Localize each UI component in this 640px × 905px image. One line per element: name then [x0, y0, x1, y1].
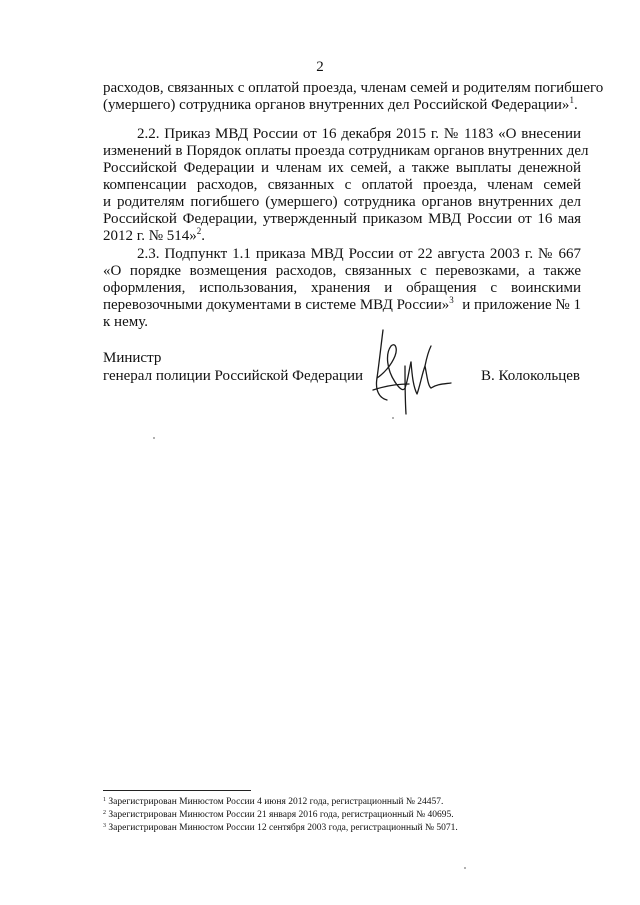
paragraph-1-line-2: (умершего) сотрудника органов внутренних дел Российской Федерации»$^1$.	[103, 95, 578, 113]
paragraph-2-line-7: 2012 г. № 514»$^2$.	[103, 226, 206, 244]
paragraph-2-line-6: Российской Федерации, утвержденный приказом МВД России от 16 мая	[103, 211, 581, 227]
handwritten-signature	[365, 326, 455, 416]
footnote-2: $^2$ Зарегистрирован Минюстом России 21 января 2016 года, регистрационный № 40695.	[103, 810, 454, 820]
signatory-rank: генерал полиции Российской Федерации	[103, 368, 364, 384]
paragraph-1-line-1: расходов, связанных с оплатой проезда, членам семей и родителям погибшего	[103, 80, 604, 96]
page-number: 2	[316, 59, 324, 75]
signatory-name: В. Колокольцев	[481, 368, 580, 384]
signatory-title: Министр	[103, 350, 162, 366]
paragraph-2-line-1: 2.2. Приказ МВД России от 16 декабря 2015 г. № 1183 «О внесении	[137, 126, 581, 142]
scan-speck	[153, 437, 155, 439]
paragraph-3-line-5: к нему.	[103, 314, 148, 330]
footnote-ref-3: 3	[449, 295, 454, 305]
paragraph-3-line-1: 2.3. Подпункт 1.1 приказа МВД России от 22 августа 2003 г. № 667	[137, 246, 581, 262]
scan-speck	[392, 417, 394, 419]
footnote-separator	[103, 790, 251, 791]
paragraph-2-line-5: и родителям погибшего (умершего) сотрудника органов внутренних дел	[103, 194, 581, 210]
footnote-ref-2: 2	[196, 226, 202, 236]
footnote-ref-1: 1	[569, 95, 574, 105]
footnote-3: $^3$ Зарегистрирован Минюстом России 12 сентября 2003 года, регистрационный № 5071.	[103, 823, 458, 833]
paragraph-3-line-3: оформления, использования, хранения и обращения с воинскими	[103, 280, 581, 296]
paragraph-2-line-2: изменений в Порядок оплаты проезда сотрудникам органов внутренних дел	[103, 143, 589, 159]
scan-speck	[464, 867, 466, 869]
paragraph-3-line-2: «О порядке возмещения расходов, связанных с перевозками, а также	[103, 263, 581, 279]
paragraph-2-line-3: Российской Федерации и членам их семей, а также выплаты денежной	[103, 160, 581, 176]
paragraph-3-line-4: перевозочными документами в системе МВД России»$^3$ и приложение № 1	[103, 295, 581, 313]
footnote-1: $^1$ Зарегистрирован Минюстом России 4 июня 2012 года, регистрационный № 24457.	[103, 797, 444, 807]
paragraph-2-line-4: компенсации расходов, связанных с оплатой проезда, членам семей	[103, 177, 581, 193]
